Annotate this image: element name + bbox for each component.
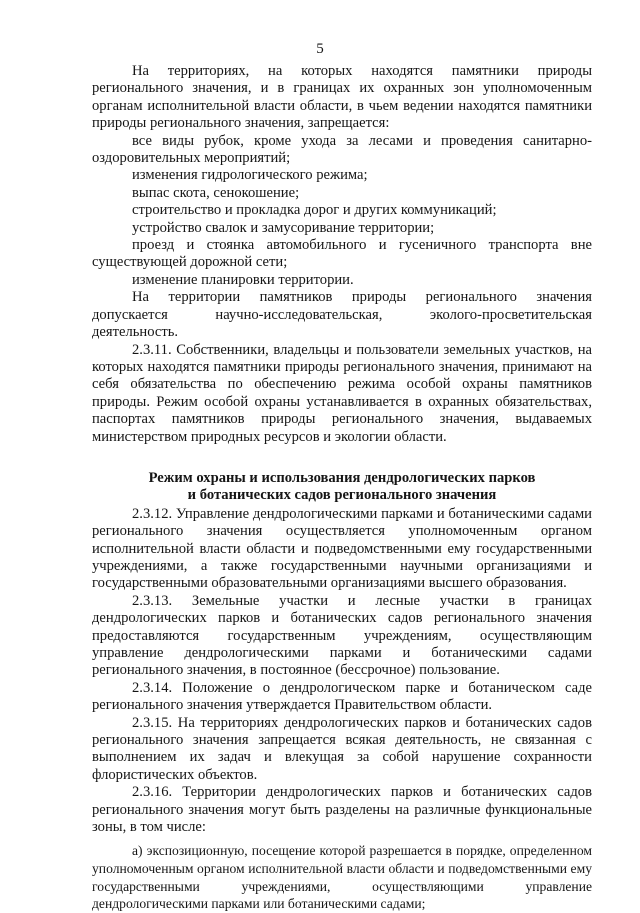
paragraph-allowed-activity: На территории памятников природы регионального значения допускается научно-исследовательская, эколого-просветительская деятельность. (92, 289, 592, 341)
prohibition-item: выпас скота, сенокошение; (132, 184, 300, 201)
prohibition-item: изменение планировки территории. (132, 271, 354, 288)
page-number: 5 (316, 41, 324, 57)
paragraph-intro: На территориях, на которых находятся памятники природы регионального значения, и в границах их охранных зон уполномоченным органам исполнительной власти области, в чьем ведении находятся памятники природы регионального значения, запрещается: (92, 63, 592, 132)
paragraph-2-3-15: 2.3.15. На территориях дендрологических парков и ботанических садов регионального значения запрещается всякая деятельность, не связанная с выполнением их задач и влекущая за собой нарушение сохранности флористических объектов. (92, 714, 592, 783)
section-heading-line-1: Режим охраны и использования дендрологических парков (148, 469, 536, 486)
paragraph-2-3-13: 2.3.13. Земельные участки и лесные участки в границах дендрологических парков и ботанических садов регионального значения предоставляются государственным учреждениям, осуществляющим управление дендрологическими парками и ботаническими садами регионального значения, в постоянное (бессрочное) пользование. (92, 592, 592, 679)
prohibition-item: строительство и прокладка дорог и других коммуникаций; (132, 202, 497, 219)
paragraph-2-3-14: 2.3.14. Положение о дендрологическом парке и ботаническом саде регионального значения утверждается Правительством области. (92, 679, 592, 714)
prohibition-item: проезд и стоянка автомобильного и гусеничного транспорта вне существующей дорожной сети; (92, 237, 592, 271)
list-item-a: а) экспозиционную, посещение которой разрешается в порядке, определенном уполномоченным органом исполнительной власти области и подведомственными ему государственными учреждениями, осуществляющими управление дендрологическими парками или ботаническими садами; (92, 843, 592, 912)
section-heading (92, 470, 592, 505)
paragraph-2-3-11: 2.3.11. Собственники, владельцы и пользователи земельных участков, на которых находятся памятники природы регионального значения, принимают на себя обязательства по обеспечению режима особой охраны памятников природы. Режим особой охраны устанавливается в охранных обязательствах, паспортах памятников природы регионального значения, выдаваемых министерством природных ресурсов и экологии области. (92, 341, 592, 445)
paragraph-2-3-12: 2.3.12. Управление дендрологическими парками и ботаническими садами регионального значения осуществляется уполномоченным органом исполнительной власти области и подведомственными ему государственными учреждениями, а также государственными научными организациями и государственными образовательными организациями высшего образования. (92, 505, 592, 592)
paragraph-2-3-16: 2.3.16. Территории дендрологических парков и ботанических садов регионального значения могут быть разделены на различные функциональные зоны, в том числе: (92, 784, 592, 836)
prohibition-item: все виды рубок, кроме ухода за лесами и проведения санитарно-оздоровительных мероприятий; (92, 132, 592, 167)
section-heading-line-2: и ботанических садов регионального значения (187, 487, 497, 504)
prohibition-item: изменения гидрологического режима; (132, 167, 368, 184)
document-body (92, 63, 592, 913)
prohibition-item: устройство свалок и замусоривание территории; (132, 219, 435, 236)
